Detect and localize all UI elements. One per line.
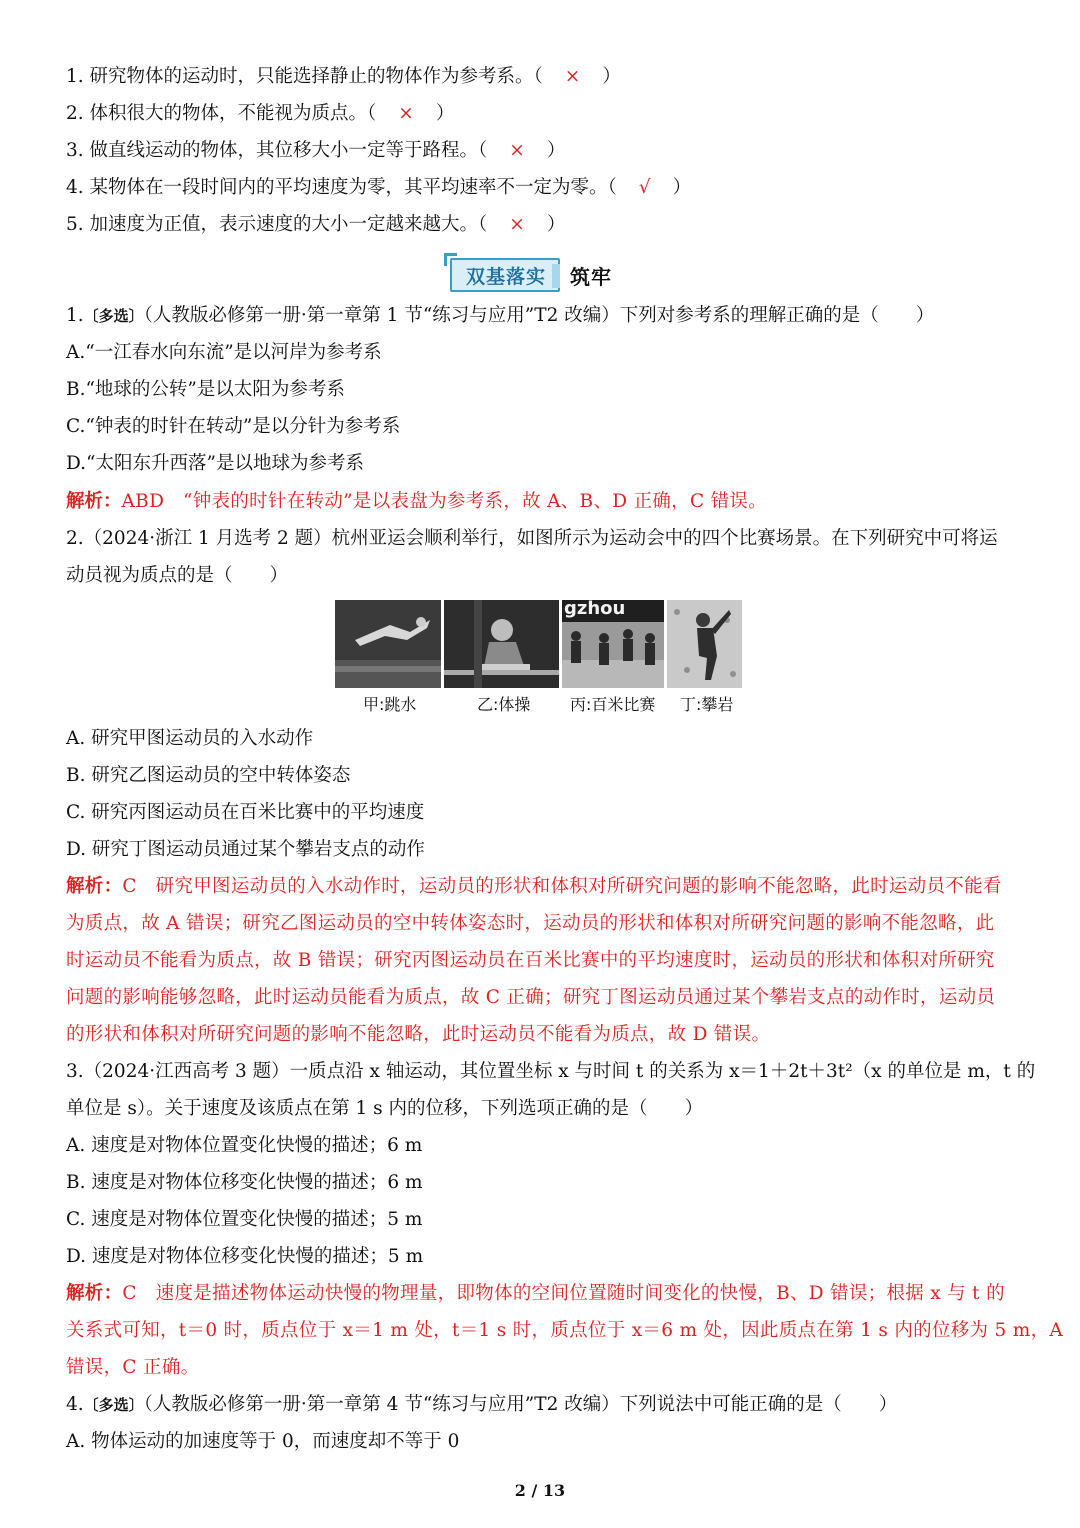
multi-select-tag: 〔多选〕 bbox=[83, 307, 144, 325]
photo-banner-text: gzhou bbox=[564, 600, 626, 619]
caption-gymnastics: 乙:体操 bbox=[477, 695, 531, 714]
q1-option-b: B.“地球的公转”是以太阳为参考系 bbox=[66, 379, 345, 400]
photo-gymnastics bbox=[444, 600, 559, 688]
q3-option-d: D. 速度是对物体位移变化快慢的描述；5 m bbox=[66, 1246, 424, 1267]
q2-option-b: B. 研究乙图运动员的空中转体姿态 bbox=[66, 765, 351, 786]
q2-analysis-line-3: 时运动员不能看为质点，故 B 错误；研究丙图运动员在百米比赛中的平均速度时，运动员的形状和体积对所研究 bbox=[66, 950, 995, 971]
q3-analysis-line-1: 解析：C 速度是描述物体运动快慢的物理量，即物体的空间位置随时间变化的快慢，B、D 错误；根据 x 与 t 的 bbox=[66, 1283, 1005, 1304]
answer-mark: √ bbox=[638, 177, 651, 198]
multi-select-tag: 〔多选〕 bbox=[83, 1396, 144, 1414]
page-number: 2 / 13 bbox=[514, 1481, 566, 1500]
q2-analysis-line-2: 为质点，故 A 错误；研究乙图运动员的空中转体姿态时，运动员的形状和体积对所研究问题的影响不能忽略，此 bbox=[66, 913, 995, 934]
q3-option-c: C. 速度是对物体位置变化快慢的描述；5 m bbox=[66, 1209, 423, 1230]
q2-stem-line-2: 动员视为质点的是（ ） bbox=[66, 565, 289, 586]
photo-climbing bbox=[667, 600, 742, 688]
q3-analysis-line-2: 关系式可知，t＝0 时，质点位于 x＝1 m 处，t＝1 s 时，质点位于 x＝6 m 处，因此质点在第 1 s 内的位移为 5 m，A bbox=[66, 1320, 1064, 1341]
q2-option-d: D. 研究丁图运动员通过某个攀岩支点的动作 bbox=[66, 839, 425, 860]
judgment-2: 2. 体积很大的物体，不能视为质点。（ × ） bbox=[66, 103, 455, 124]
caption-climbing: 丁:攀岩 bbox=[680, 695, 734, 714]
q1-analysis: 解析：ABD “钟表的时针在转动”是以表盘为参考系，故 A、B、D 正确，C 错误。 bbox=[66, 491, 768, 512]
photo-diving bbox=[335, 600, 441, 688]
caption-sprint: 丙:百米比赛 bbox=[570, 695, 656, 714]
q3-stem-line-1: 3.（2024·江西高考 3 题）一质点沿 x 轴运动，其位置坐标 x 与时间 t 的关系为 x＝1＋2t＋3t²（x 的单位是 m，t 的 bbox=[66, 1061, 1036, 1082]
photo-sprint bbox=[562, 600, 664, 688]
caption-diving: 甲:跳水 bbox=[363, 695, 417, 714]
q1-option-d: D.“太阳东升西落”是以地球为参考系 bbox=[66, 453, 364, 474]
section-tail: 筑牢 bbox=[570, 264, 613, 289]
q3-stem-line-2: 单位是 s）。关于速度及该质点在第 1 s 内的位移，下列选项正确的是（ ） bbox=[66, 1098, 704, 1119]
q2-option-a: A. 研究甲图运动员的入水动作 bbox=[66, 728, 314, 749]
photo-captions bbox=[335, 690, 745, 716]
section-header bbox=[450, 257, 612, 293]
judgment-1: 1. 研究物体的运动时，只能选择静止的物体作为参考系。（ × ） bbox=[66, 66, 621, 87]
judgment-4: 4. 某物体在一段时间内的平均速度为零，其平均速率不一定为零。（ √ ） bbox=[66, 177, 692, 198]
q1-option-c: C.“钟表的时针在转动”是以分针为参考系 bbox=[66, 416, 401, 437]
q2-option-c: C. 研究丙图运动员在百米比赛中的平均速度 bbox=[66, 802, 425, 823]
q1-stem: 1.〔多选〕（人教版必修第一册·第一章第 1 节“练习与应用”T2 改编）下列对参考系的理解正确的是（ ） bbox=[66, 305, 935, 326]
q2-analysis-line-4: 问题的影响能够忽略，此时运动员能看为质点，故 C 正确；研究丁图运动员通过某个攀岩支点的动作时，运动员 bbox=[66, 987, 996, 1008]
judgment-5: 5. 加速度为正值，表示速度的大小一定越来越大。（ × ） bbox=[66, 214, 566, 235]
q3-analysis-line-3: 错误，C 正确。 bbox=[66, 1357, 200, 1378]
q2-analysis-line-5: 的形状和体积对所研究问题的影响不能忽略，此时运动员不能看为质点，故 D 错误。 bbox=[66, 1024, 771, 1045]
answer-mark: × bbox=[398, 103, 414, 124]
judgment-3: 3. 做直线运动的物体，其位移大小一定等于路程。（ × ） bbox=[66, 140, 566, 161]
answer-mark: × bbox=[564, 66, 581, 87]
q4-option-a: A. 物体运动的加速度等于 0，而速度却不等于 0 bbox=[66, 1431, 460, 1452]
q3-option-a: A. 速度是对物体位置变化快慢的描述；6 m bbox=[66, 1135, 423, 1156]
answer-mark: × bbox=[509, 214, 525, 235]
q3-option-b: B. 速度是对物体位移变化快慢的描述；6 m bbox=[66, 1172, 423, 1193]
q1-option-a: A.“一江春水向东流”是以河岸为参考系 bbox=[66, 342, 382, 363]
answer-mark: × bbox=[509, 140, 525, 161]
section-badge: 双基落实 bbox=[450, 258, 560, 292]
q2-analysis-line-1: 解析：C 研究甲图运动员的入水动作时，运动员的形状和体积对所研究问题的影响不能忽略，此时运动员不能看 bbox=[66, 876, 1002, 897]
q4-stem: 4.〔多选〕（人教版必修第一册·第一章第 4 节“练习与应用”T2 改编）下列说法中可能正确的是（ ） bbox=[66, 1394, 898, 1415]
q2-stem-line-1: 2.（2024·浙江 1 月选考 2 题）杭州亚运会顺利举行，如图所示为运动会中的四个比赛场景。在下列研究中可将运 bbox=[66, 528, 998, 549]
sports-photo-strip bbox=[335, 600, 745, 688]
